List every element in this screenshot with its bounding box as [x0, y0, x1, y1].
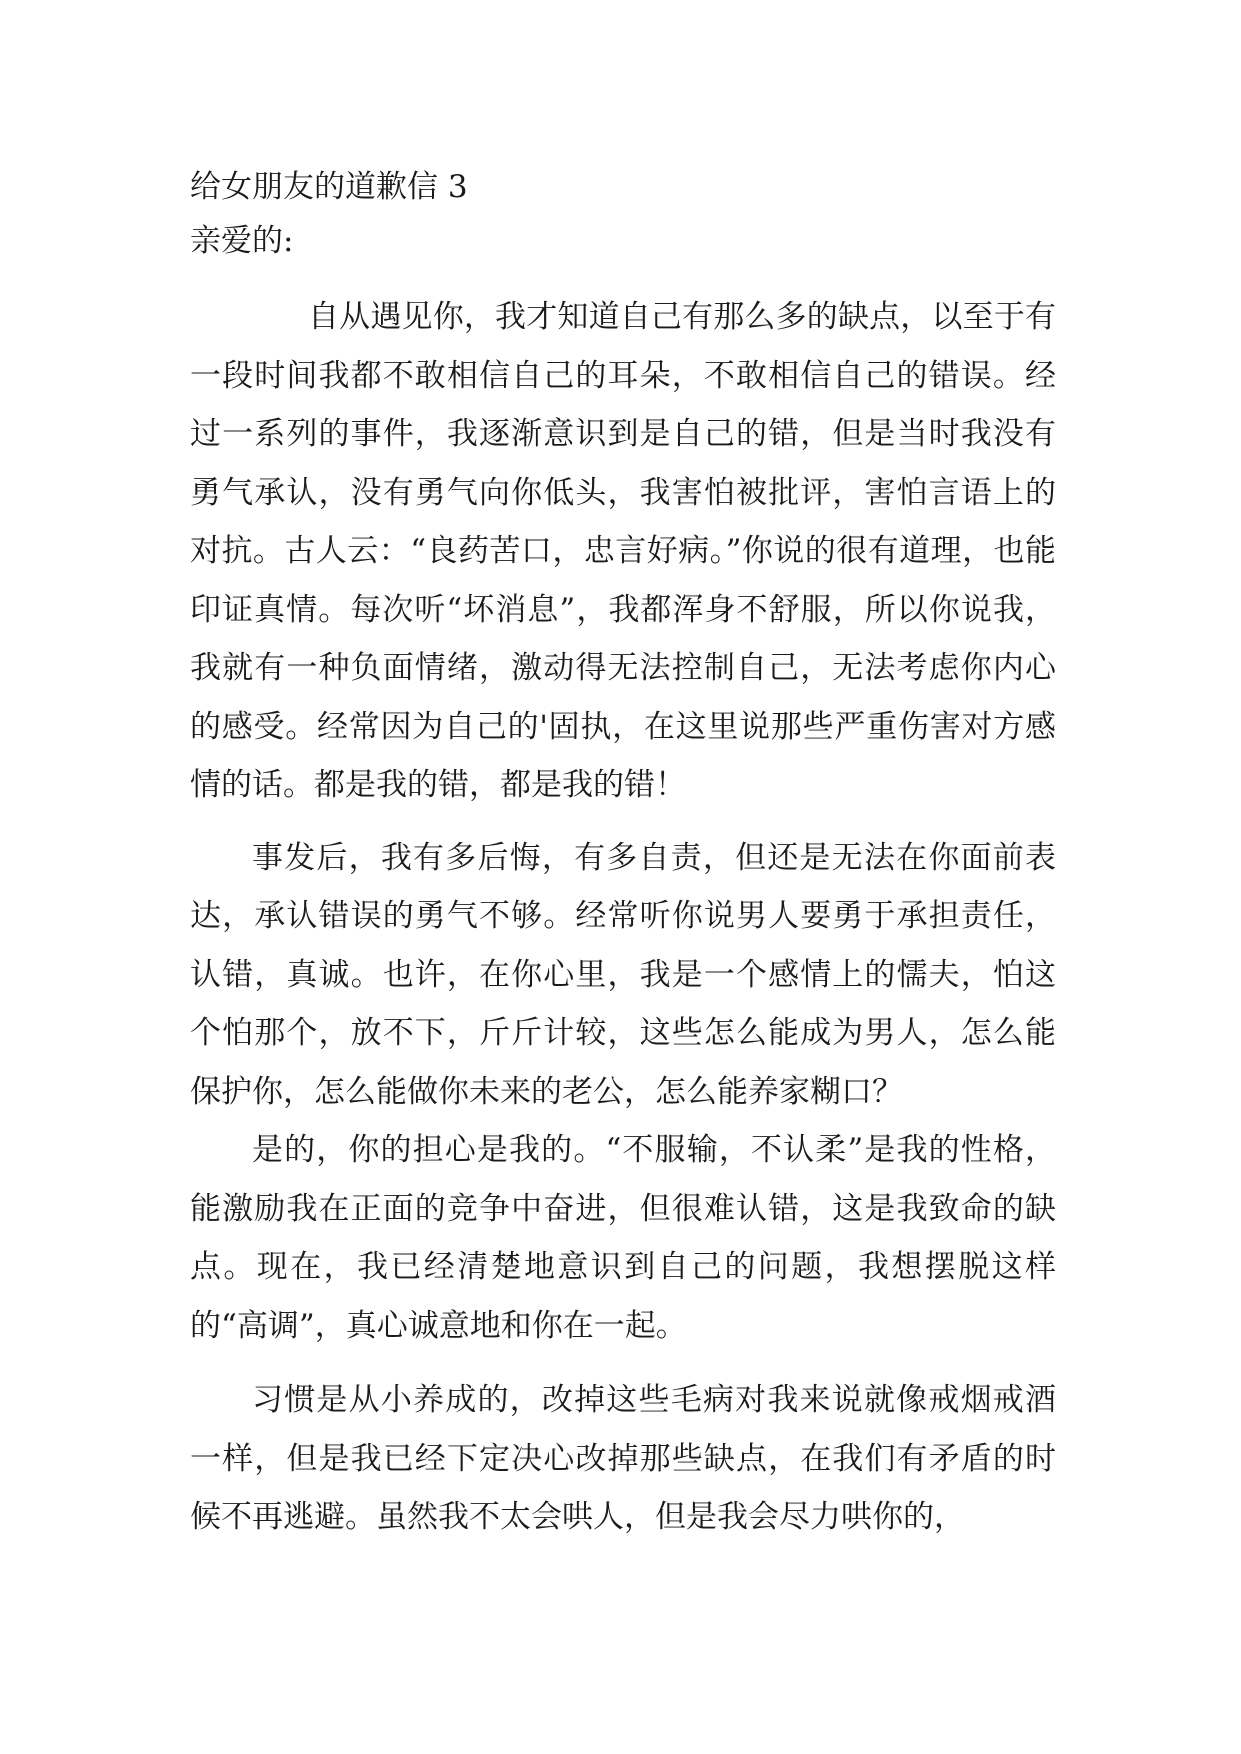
letter-greeting: 亲爱的: — [190, 223, 294, 259]
paragraph-4: 习惯是从小养成的，改掉这些毛病对我来说就像戒烟戒酒一样，但是我已经下定决心改掉那些缺点，在我们有矛盾的时候不再逃避。虽然我不太会哄人，但是我会尽力哄你的， — [190, 1382, 1056, 1535]
letter-body — [190, 162, 1056, 1547]
paragraph-1: 自从遇见你，我才知道自己有那么多的缺点，以至于有一段时间我都不敢相信自己的耳朵，不敢相信自己的错误。经过一系列的事件，我逐渐意识到是自己的错，但是当时我没有勇气承认，没有勇气向你低头，我害怕被批评，害怕言语上的对抗。古人云：“良药苦口，忠言好病。”你说的很有道理，也能印证真情。每次听“坏消息”，我都浑身不舒服，所以你说我，我就有一种负面情绪，激动得无法控制自己，无法考虑你内心的感受。经常因为自己的'固执，在这里说那些严重伤害对方感情的话。都是我的错，都是我的错！ — [190, 299, 1056, 803]
paragraph-2: 事发后，我有多后悔，有多自责，但还是无法在你面前表达，承认错误的勇气不够。经常听你说男人要勇于承担责任，认错，真诚。也许，在你心里，我是一个感情上的懦夫，怕这个怕那个，放不下，斤斤计较，这些怎么能成为男人，怎么能保护你，怎么能做你未来的老公，怎么能养家糊口？ — [190, 839, 1056, 1110]
paragraph-3: 是的，你的担心是我的。“不服输，不认柔”是我的性格，能激励我在正面的竞争中奋进，但很难认错，这是我致命的缺点。现在，我已经清楚地意识到自己的问题，我想摆脱这样的“高调”，真心诚意地和你在一起。 — [190, 1132, 1056, 1344]
letter-title: 给女朋友的道歉信 3 — [190, 169, 468, 205]
